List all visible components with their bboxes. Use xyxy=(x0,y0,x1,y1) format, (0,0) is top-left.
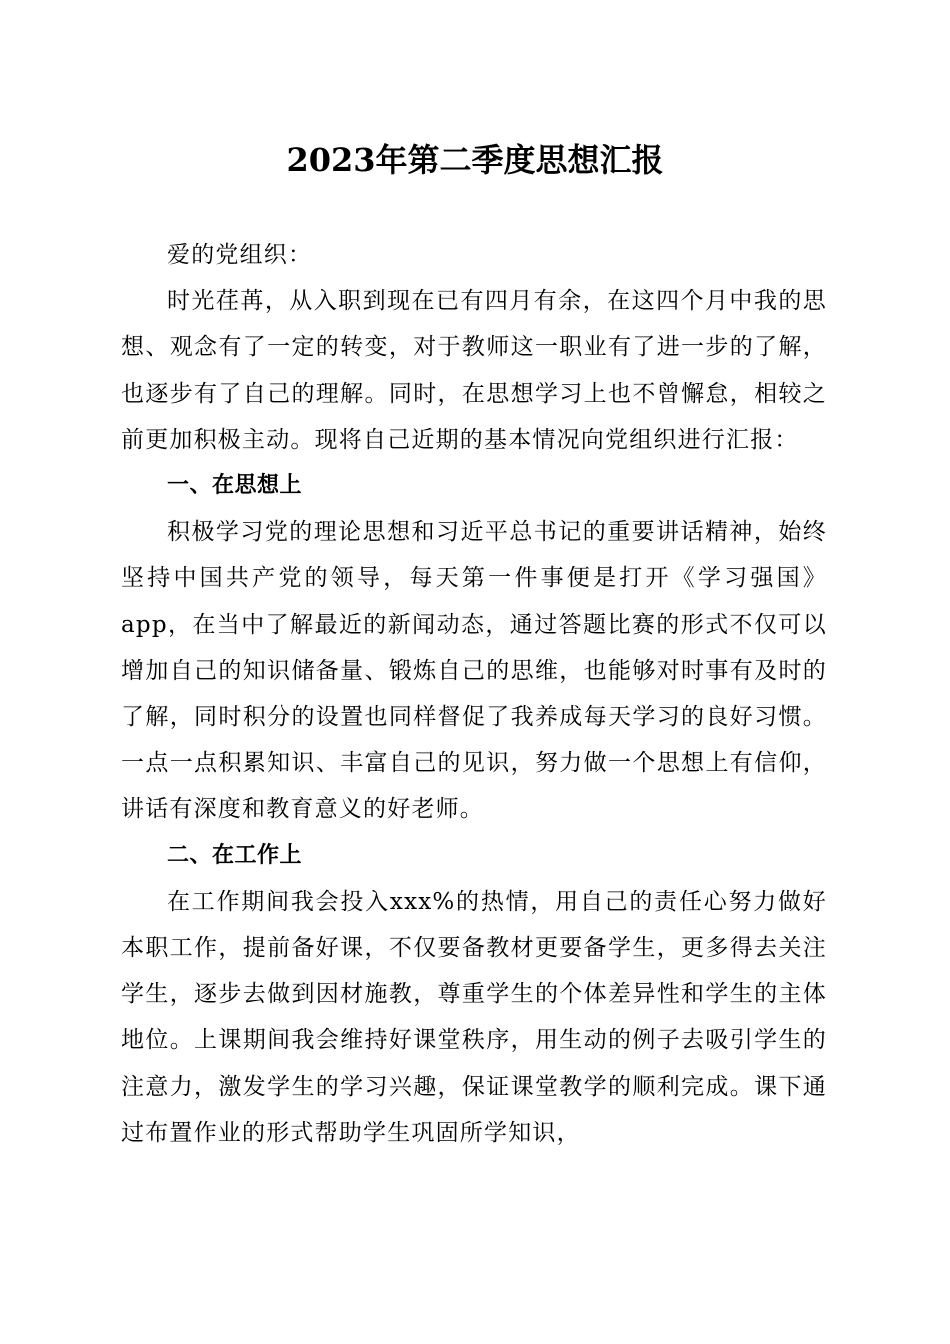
section-heading-work: 二、在工作上 xyxy=(167,842,303,868)
section-paragraph-work: 在工作期间我会投入xxx%的热情，用自己的责任心努力做好本职工作，提前备好课，不仅要备教材更要备学生，更多得去关注学生，逐步去做到因材施教，尊重学生的个体差异性和学生的主体地位。上课期间我会维持好课堂秩序，用生动的例子去吸引学生的注意力，激发学生的学习兴趣，保证课堂教学的顺利完成。课下通过布置作业的形式帮助学生巩固所学知识， xyxy=(121,888,827,1146)
intro-paragraph: 时光荏苒，从入职到现在已有四月有余，在这四个月中我的思想、观念有了一定的转变，对于教师这一职业有了进一步的了解，也逐步有了自己的理解。同时，在思想学习上也不曾懈怠，相较之前更加积极主动。现将自己近期的基本情况向党组织进行汇报： xyxy=(121,288,827,453)
document-title: 2023年第二季度思想汇报 xyxy=(286,141,664,179)
document-body xyxy=(121,232,827,1156)
salutation: 爱的党组织： xyxy=(167,242,313,268)
section-heading-thought: 一、在思想上 xyxy=(167,473,303,499)
section-paragraph-thought: 积极学习党的理论思想和习近平总书记的重要讲话精神，始终坚持中国共产党的领导，每天第一件事便是打开《学习强国》app，在当中了解最近的新闻动态，通过答题比赛的形式不仅可以增加自己的知识储备量、锻炼自己的思维，也能够对时事有及时的了解，同时积分的设置也同样督促了我养成每天学习的良好习惯。一点一点积累知识、丰富自己的见识，努力做一个思想上有信仰，讲话有深度和教育意义的好老师。 xyxy=(121,519,827,823)
